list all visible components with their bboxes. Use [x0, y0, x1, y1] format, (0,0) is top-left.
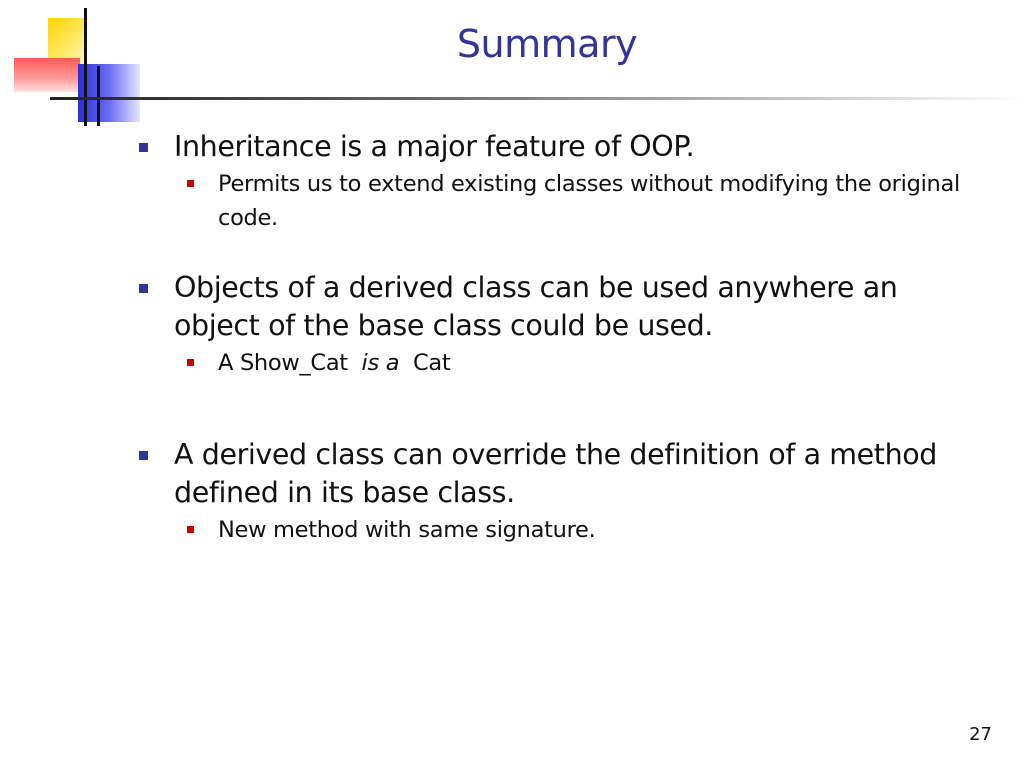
slide-body — [130, 128, 980, 547]
square-bullet-icon — [187, 359, 194, 366]
sub-bullet-item — [130, 513, 980, 547]
sub-bullet-text-emphasis: is a — [361, 350, 400, 376]
sub-bullet-text: New method with same signature. — [218, 517, 596, 543]
blue-square-decoration — [78, 64, 140, 122]
sub-bullet-text: Permits us to extend existing classes without modifying the original code. — [218, 171, 960, 231]
title-underline-rule — [50, 97, 1024, 100]
bullet-item — [130, 436, 980, 512]
slide-title: Summary — [456, 22, 638, 66]
bullet-text: Objects of a derived class can be used anywhere an object of the base class could be used. — [174, 271, 898, 342]
vertical-line-decoration-2 — [97, 66, 100, 126]
bullet-text: Inheritance is a major feature of OOP. — [174, 130, 695, 163]
bullet-item — [130, 128, 980, 166]
square-bullet-icon — [187, 526, 194, 533]
sub-bullet-item — [130, 167, 980, 235]
sub-bullet-text-post: Cat — [412, 350, 451, 376]
square-bullet-icon — [139, 284, 148, 293]
square-bullet-icon — [139, 143, 148, 152]
sub-bullet-text-pre: A Show_Cat — [218, 350, 348, 376]
square-bullet-icon — [139, 451, 148, 460]
bullet-item — [130, 269, 980, 345]
sub-bullet-item — [130, 346, 980, 380]
square-bullet-icon — [187, 180, 194, 187]
bullet-text: A derived class can override the definition of a method defined in its base class. — [174, 438, 937, 509]
page-number: 27 — [969, 724, 992, 745]
